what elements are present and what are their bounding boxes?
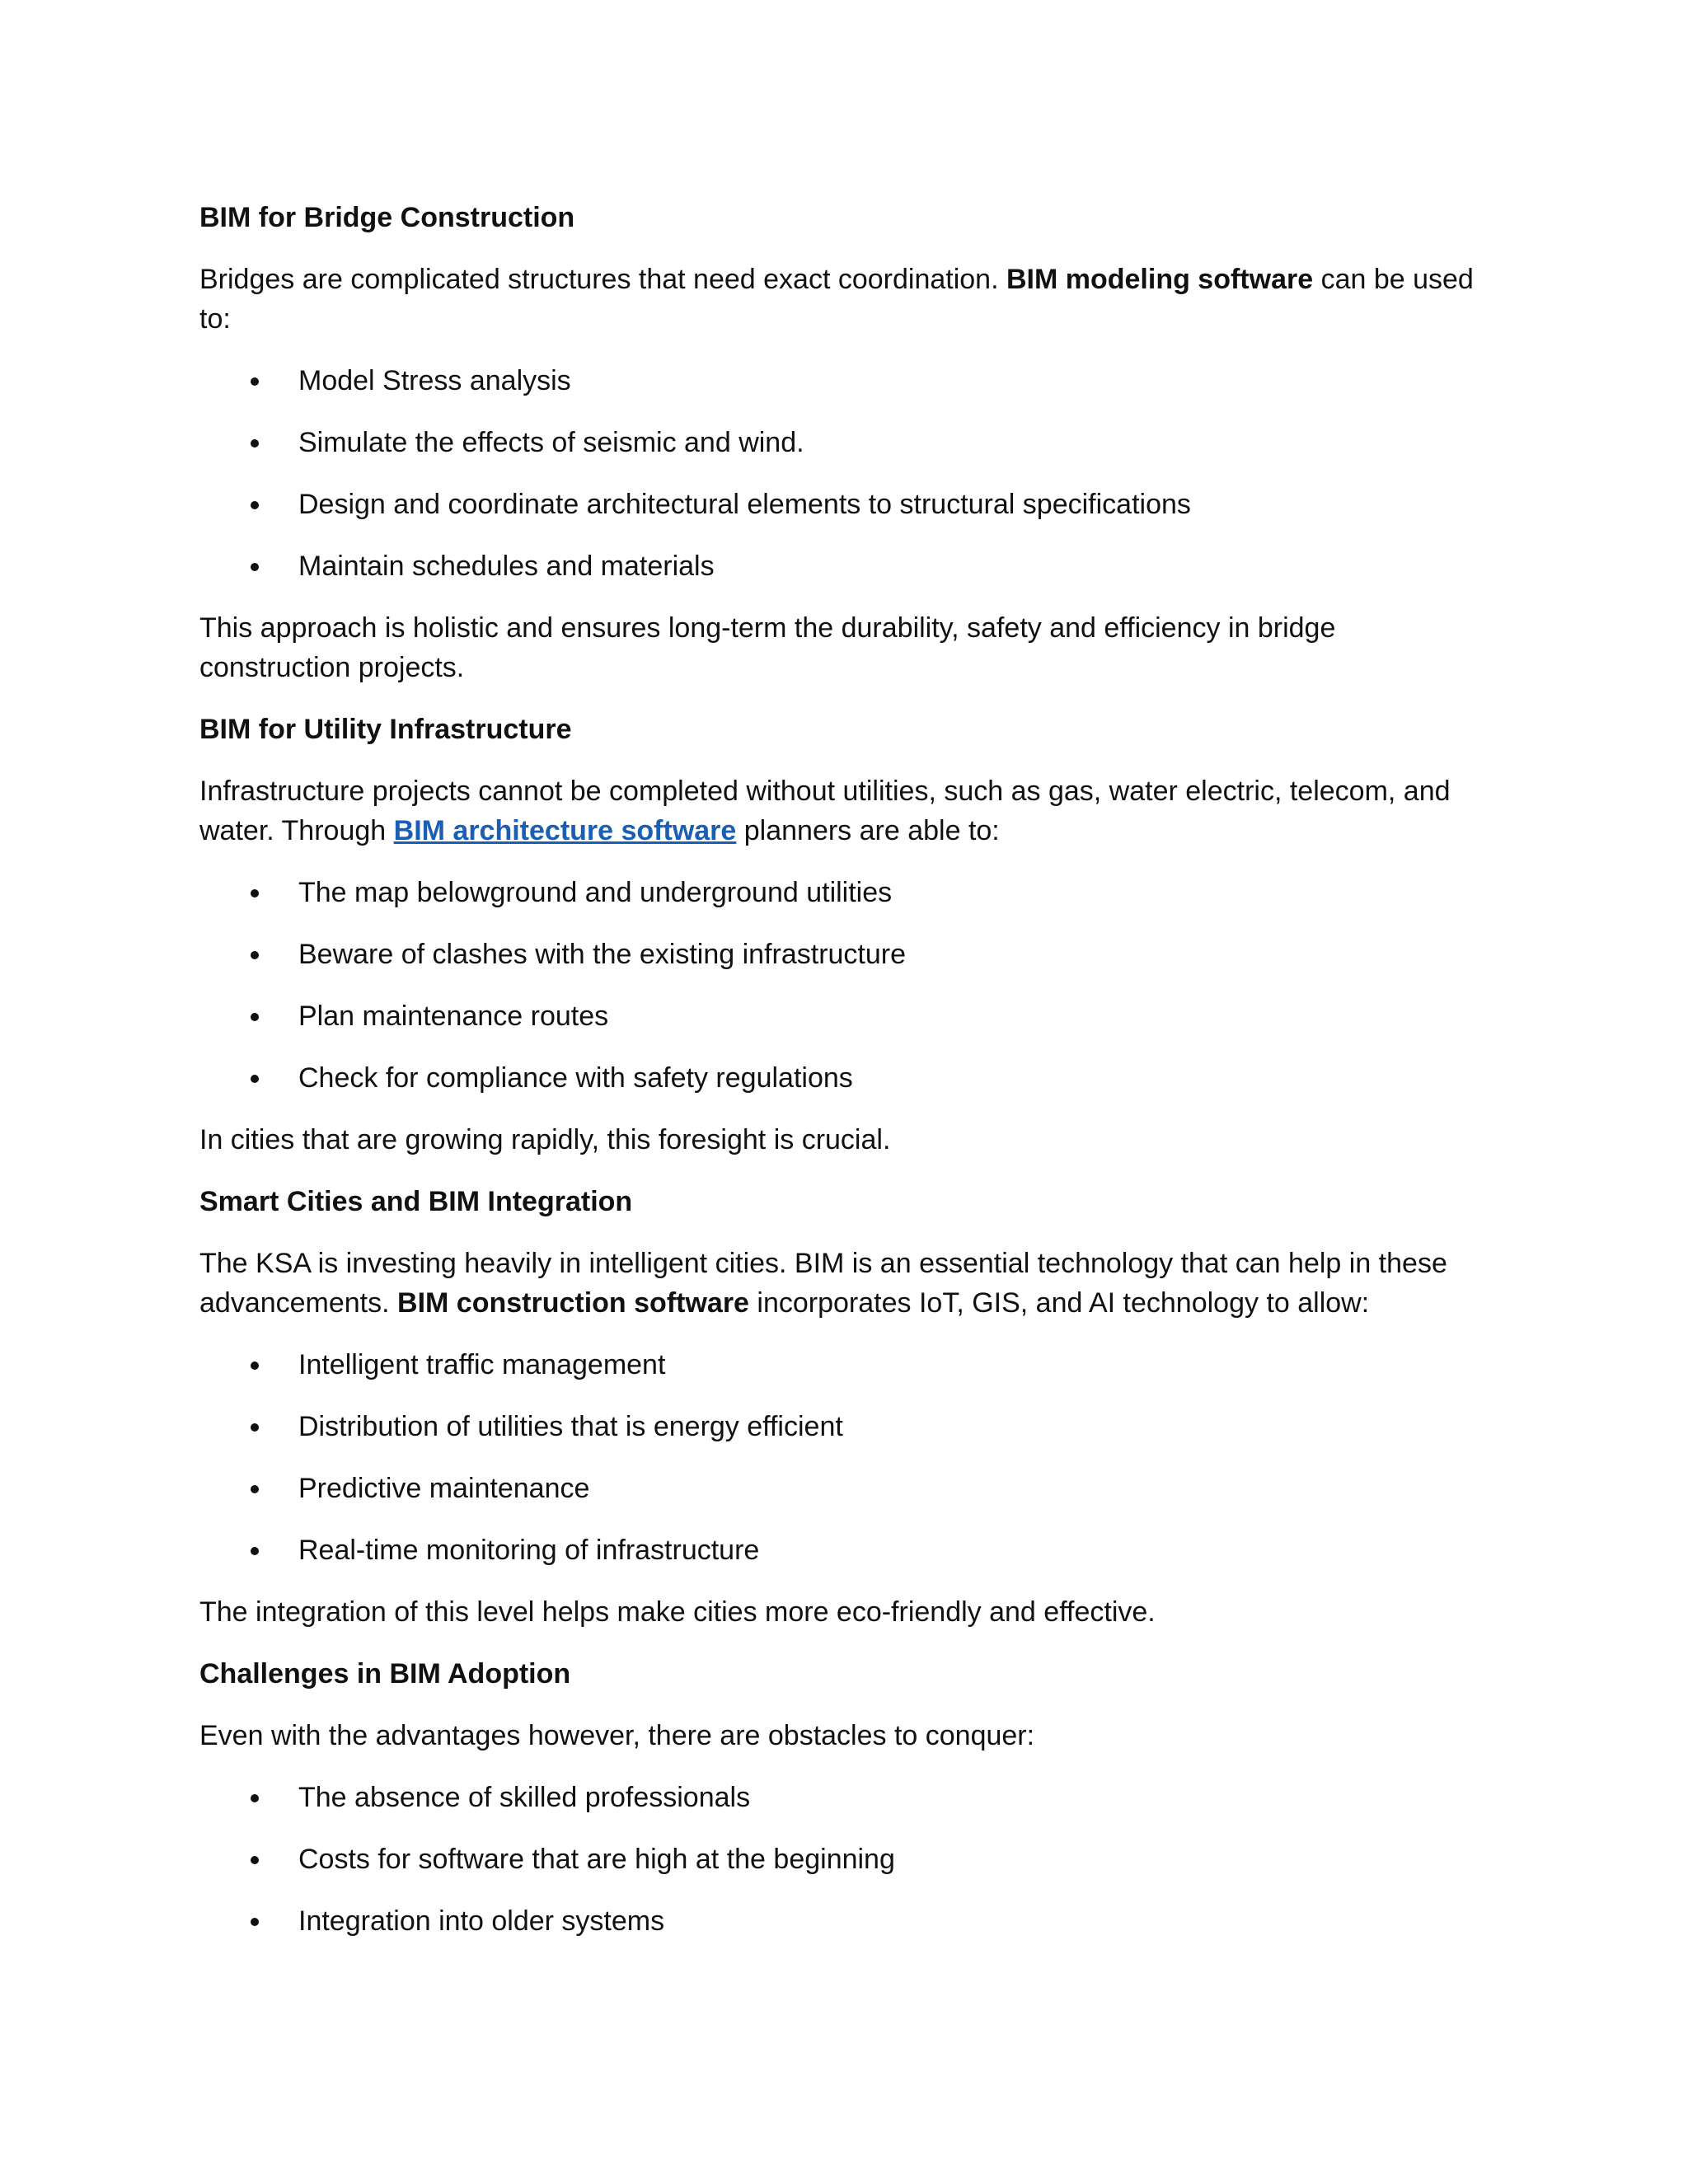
list-item: [199, 996, 1485, 1036]
intro-bold-term: BIM modeling software: [1006, 264, 1314, 295]
intro-bold-term: BIM construction software: [397, 1287, 749, 1319]
bullet-list: [199, 1345, 1485, 1570]
bullet-icon: [251, 439, 259, 448]
list-item-text: Design and coordinate architectural elements to structural specifications: [298, 489, 1191, 520]
list-item-text: Model Stress analysis: [298, 365, 571, 396]
intro-text: planners are able to:: [736, 815, 1000, 846]
list-item-text: Costs for software that are high at the beginning: [298, 1844, 895, 1875]
list-item: [199, 1901, 1485, 1941]
list-item: [199, 1407, 1485, 1446]
list-item: [199, 1840, 1485, 1879]
bullet-icon: [251, 889, 259, 898]
list-item-text: Predictive maintenance: [298, 1473, 590, 1504]
bullet-icon: [251, 1485, 259, 1493]
bullet-icon: [251, 563, 259, 571]
intro-text: The KSA is investing heavily in intelligent cities. BIM is an essential technology that can help in these advancements.: [199, 1248, 1447, 1319]
bim-architecture-software-link[interactable]: BIM architecture software: [393, 815, 737, 846]
section-intro: [199, 1244, 1485, 1323]
list-item: [199, 935, 1485, 974]
bullet-list: [199, 873, 1485, 1098]
list-item-text: Maintain schedules and materials: [298, 551, 715, 582]
section-heading: BIM for Bridge Construction: [199, 202, 575, 233]
section-smart-cities: [199, 1182, 1485, 1632]
bullet-icon: [251, 1013, 259, 1021]
list-item-text: Check for compliance with safety regulations: [298, 1062, 853, 1094]
list-item-text: Distribution of utilities that is energy efficient: [298, 1411, 843, 1442]
list-item: [199, 1530, 1485, 1570]
list-item-text: Simulate the effects of seismic and wind.: [298, 427, 804, 458]
bullet-icon: [251, 1856, 259, 1864]
bullet-icon: [251, 501, 259, 509]
section-intro: [199, 771, 1485, 851]
document-body: [199, 198, 1485, 1963]
list-item: [199, 485, 1485, 524]
section-outro: In cities that are growing rapidly, this foresight is crucial.: [199, 1124, 891, 1155]
section-outro: The integration of this level helps make cities more eco-friendly and effective.: [199, 1596, 1156, 1628]
list-item-text: Beware of clashes with the existing infrastructure: [298, 939, 907, 970]
bullet-icon: [251, 1547, 259, 1555]
list-item: [199, 423, 1485, 462]
section-heading: BIM for Utility Infrastructure: [199, 714, 572, 745]
list-item: [199, 546, 1485, 586]
bullet-icon: [251, 951, 259, 959]
list-item-text: Real-time monitoring of infrastructure: [298, 1535, 760, 1566]
section-intro: Even with the advantages however, there are obstacles to conquer:: [199, 1720, 1035, 1751]
bullet-icon: [251, 1794, 259, 1802]
list-item-text: Integration into older systems: [298, 1905, 665, 1937]
list-item-text: The absence of skilled professionals: [298, 1782, 751, 1813]
section-challenges: [199, 1654, 1485, 1941]
intro-text: Infrastructure projects cannot be completed without utilities, such as gas, water electric, telecom, and water. Through: [199, 776, 1451, 846]
list-item: [199, 1778, 1485, 1817]
bullet-icon: [251, 377, 259, 386]
bullet-icon: [251, 1361, 259, 1370]
bullet-icon: [251, 1423, 259, 1432]
section-heading: Challenges in BIM Adoption: [199, 1658, 571, 1690]
section-heading: Smart Cities and BIM Integration: [199, 1186, 633, 1217]
list-item-text: Intelligent traffic management: [298, 1349, 666, 1380]
bullet-icon: [251, 1075, 259, 1083]
bullet-icon: [251, 1918, 259, 1926]
intro-text: can be used to:: [199, 264, 1474, 335]
list-item: [199, 1345, 1485, 1385]
intro-text: Bridges are complicated structures that need exact coordination.: [199, 264, 1006, 295]
list-item: [199, 1058, 1485, 1098]
intro-text: incorporates IoT, GIS, and AI technology to allow:: [748, 1287, 1370, 1319]
bullet-list: [199, 361, 1485, 586]
list-item-text: Plan maintenance routes: [298, 1001, 609, 1032]
list-item: [199, 873, 1485, 912]
section-outro: This approach is holistic and ensures long-term the durability, safety and efficiency in bridge construction projects.: [199, 612, 1336, 683]
section-utility-infrastructure: [199, 710, 1485, 1160]
list-item: [199, 1469, 1485, 1508]
section-bridge-construction: [199, 198, 1485, 687]
section-intro: [199, 260, 1485, 339]
list-item: [199, 361, 1485, 401]
bullet-list: [199, 1778, 1485, 1941]
list-item-text: The map belowground and underground utilities: [298, 877, 893, 908]
